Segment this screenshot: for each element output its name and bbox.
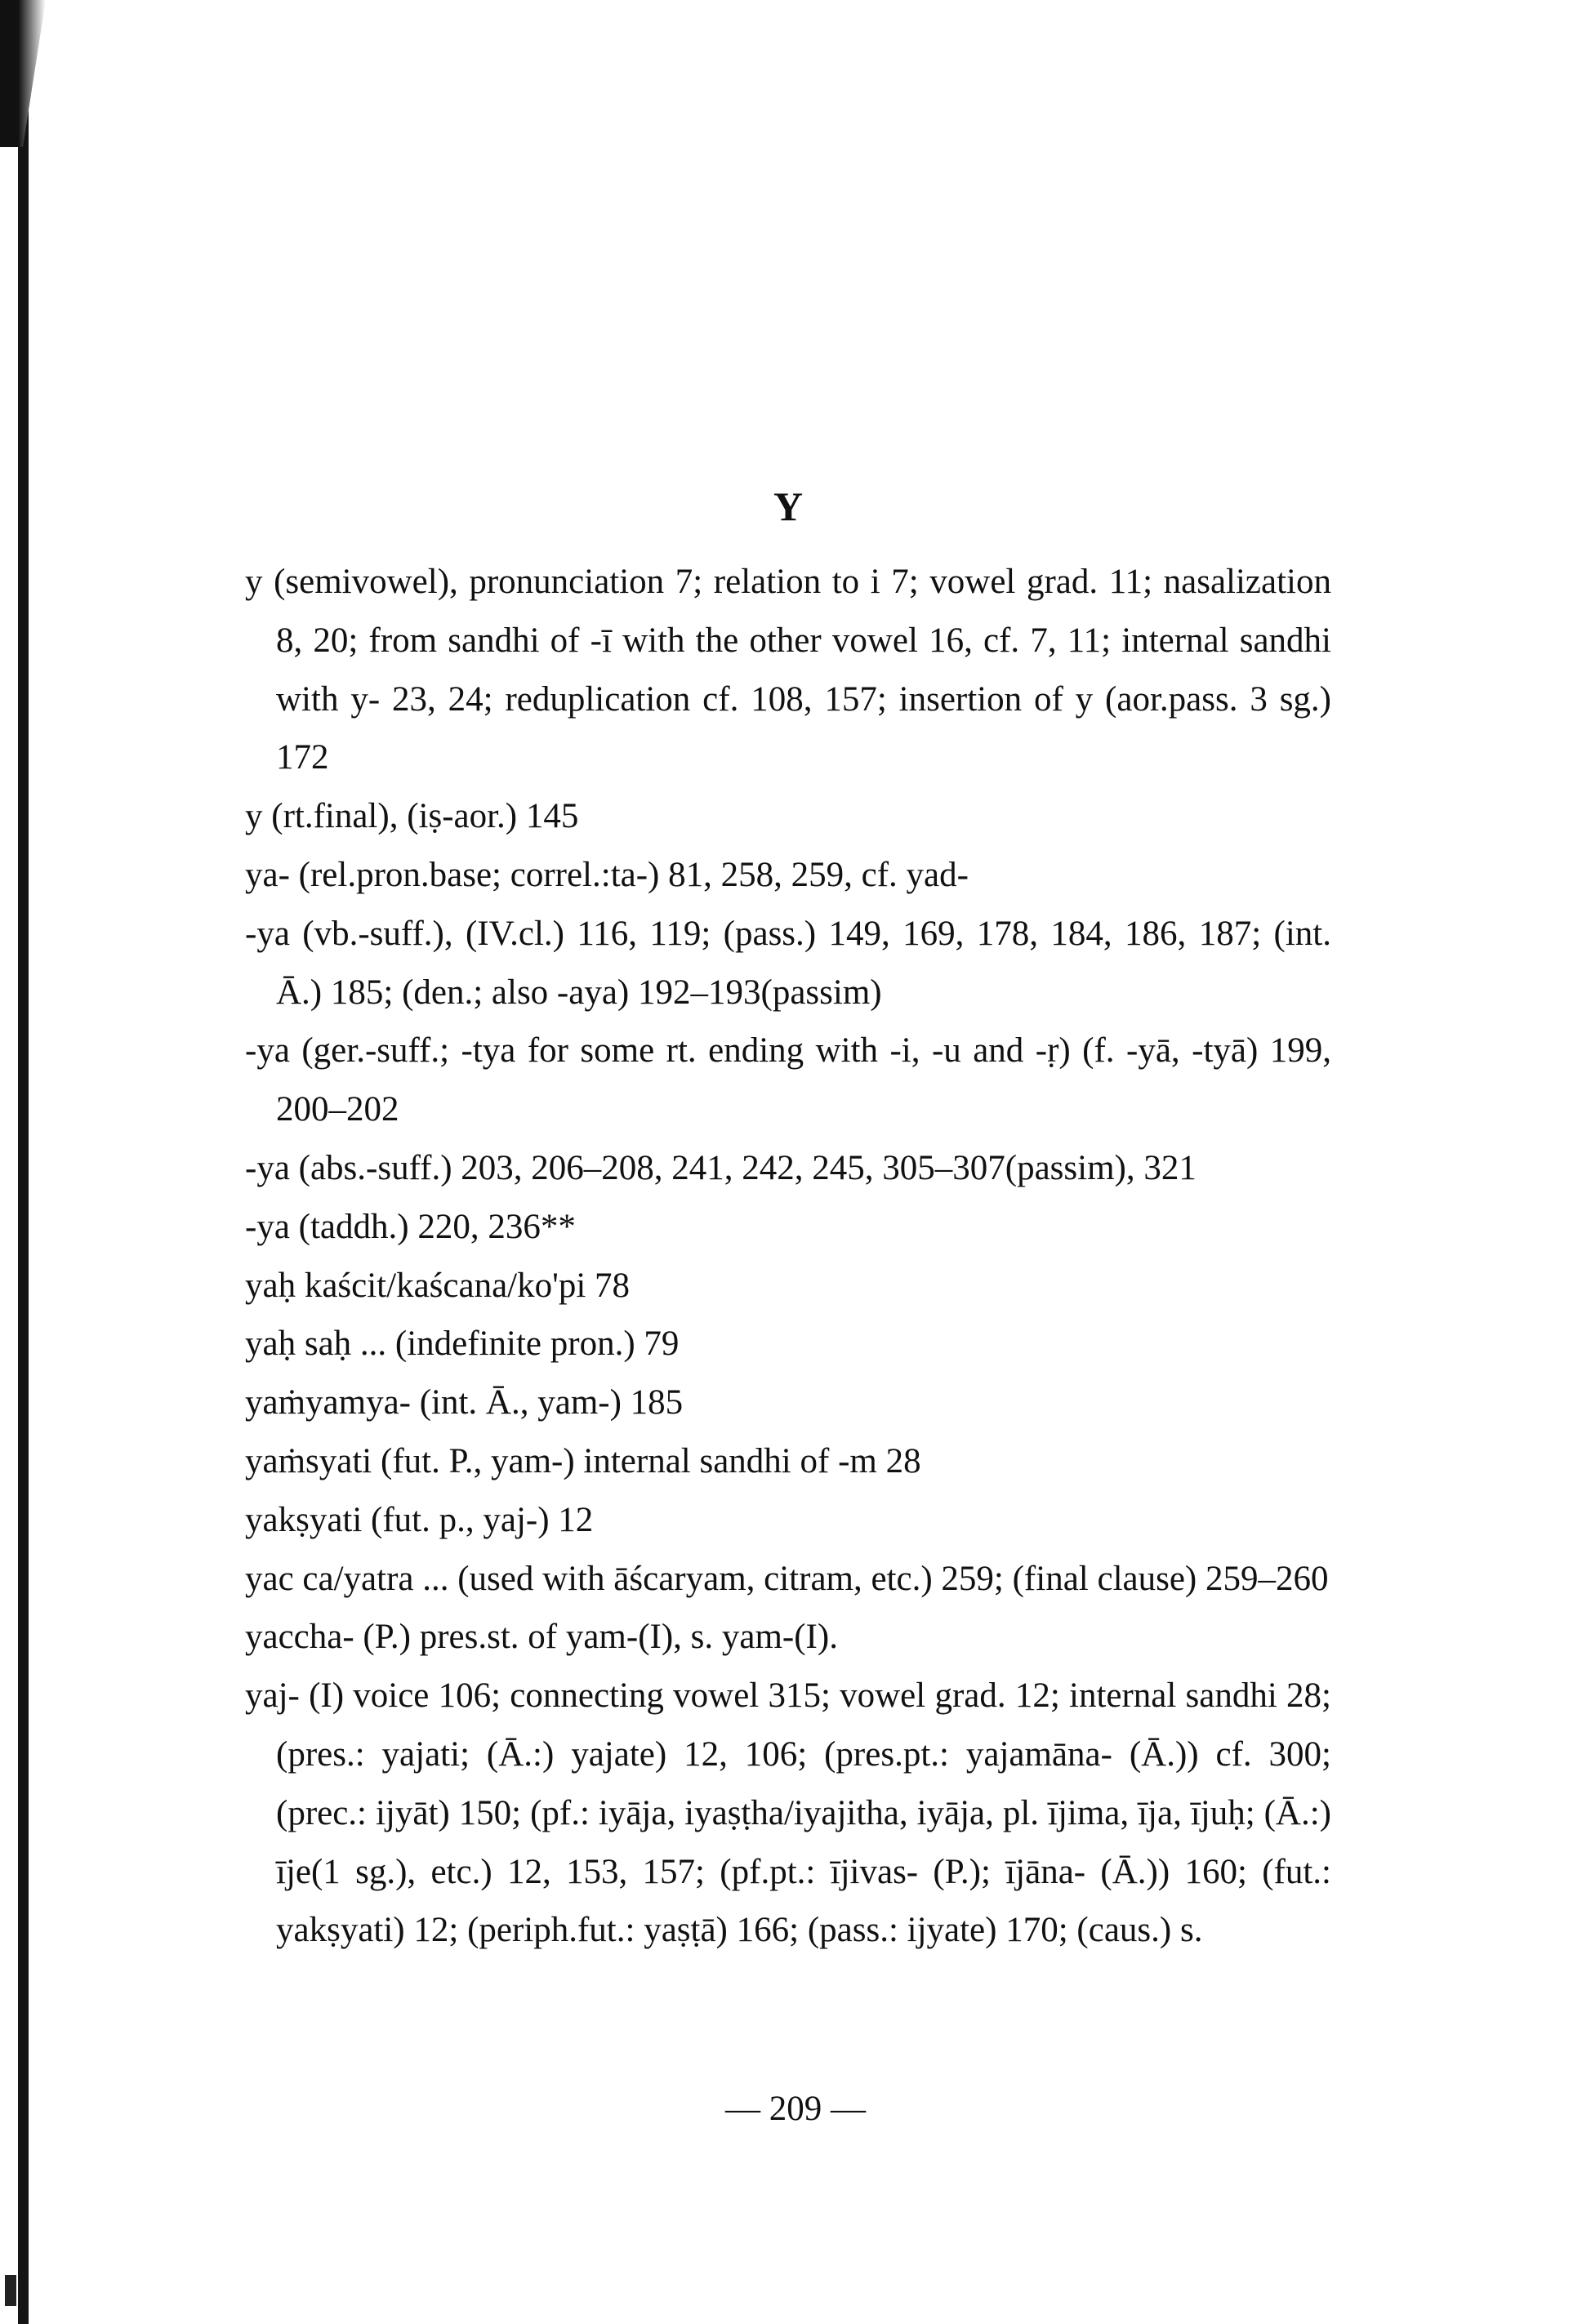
index-entry: y (semivowel), pronunciation 7; relation to i 7; vowel grad. 11; nasalization 8, 20; from sandhi of -ī with the other vowel 16, cf. 7, 11; internal sandhi with y- 23, 24; reduplication cf. 108, 157; insertion of y (aor.pass. 3 sg.) 172 (245, 563, 1331, 777)
index-entry: yac ca/yatra ... (used with āścaryam, citram, etc.) 259; (final clause) 259–260 (245, 1559, 1329, 1598)
index-text-block (245, 483, 1331, 1960)
index-entry: -ya (ger.-suff.; -tya for some rt. ending with -i, -u and -ṛ) (f. -yā, -tyā) 199, 200–202 (245, 1031, 1331, 1129)
section-heading: Y (773, 483, 804, 529)
index-entry: yaṁyamya- (int. Ā., yam-) 185 (245, 1383, 684, 1422)
index-entry: yaḥ kaścit/kaścana/ko'pi 78 (245, 1266, 631, 1305)
index-entry: yaṁsyati (fut. P., yam-) internal sandhi of -m 28 (245, 1441, 921, 1480)
index-entry: yaj- (I) voice 106; connecting vowel 315; vowel grad. 12; internal sandhi 28; (pres.: yajati; (Ā.:) yajate) 12, 106; (pres.pt.: yajamāna- (Ā.)) cf. 300; (prec.: ijyāt) 150; (pf.: iyāja, iyaṣṭha/iyajitha, iyāja, pl. ījima, īja, ījuḥ; (Ā.:) īje(1 sg.), etc.) 12, 153, 157; (pf.pt.: ījivas- (P.); ījāna- (Ā.)) 160; (fut.: yakṣyati) 12; (periph.fut.: yaṣṭā) 166; (pass.: ijyate) 170; (caus.) s. (245, 1676, 1331, 1950)
index-entry: -ya (vb.-suff.), (IV.cl.) 116, 119; (pass.) 149, 169, 178, 184, 186, 187; (int. Ā.) 185; (den.; also -aya) 192–193(passim) (245, 914, 1331, 1012)
index-entry: y (rt.final), (iṣ-aor.) 145 (245, 797, 579, 836)
binding-shadow (0, 0, 46, 147)
index-entry: -ya (abs.-suff.) 203, 206–208, 241, 242, 245, 305–307(passim), 321 (245, 1148, 1197, 1187)
binding-mark (5, 2275, 16, 2306)
page-number: — 209 — (725, 2090, 866, 2128)
index-entry: ya- (rel.pron.base; correl.:ta-) 81, 258, 259, cf. yad- (245, 855, 969, 894)
binding-edge (18, 0, 29, 2324)
index-entry: yaḥ saḥ ... (indefinite pron.) 79 (245, 1325, 680, 1364)
index-entry: yaccha- (P.) pres.st. of yam-(I), s. yam-(I). (245, 1618, 838, 1657)
index-entry: -ya (taddh.) 220, 236** (245, 1207, 576, 1246)
index-entry: yakṣyati (fut. p., yaj-) 12 (245, 1500, 594, 1539)
